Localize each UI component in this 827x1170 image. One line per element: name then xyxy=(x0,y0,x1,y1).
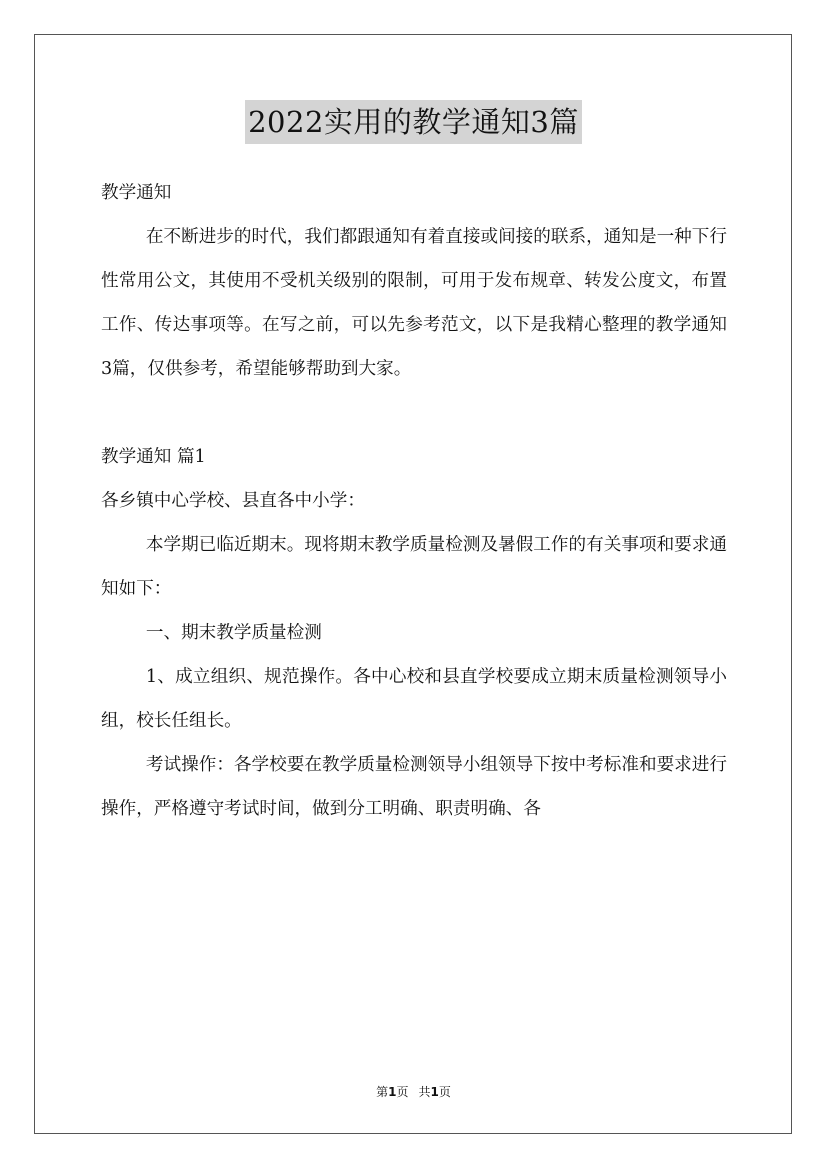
section-heading: 教学通知 xyxy=(101,183,172,203)
intro-paragraph: 在不断进步的时代，我们都跟通知有着直接或间接的联系，通知是一种下行性常用公文，其使用不受机关级别的限制，可用于发布规章、转发公度文，布置工作、传达事项等。在写之前，可以先参考范文，以下是我精心整理的教学通知3篇，仅供参考，希望能够帮助到大家。 xyxy=(101,227,727,379)
page-total: 1 xyxy=(430,1085,439,1099)
page-footer xyxy=(0,1083,827,1100)
page-suffix: 页 xyxy=(396,1085,409,1099)
total-prefix: 共 xyxy=(418,1085,431,1099)
document-title: 2022实用的教学通知3篇 xyxy=(245,100,582,144)
article-heading: 教学通知 篇1 xyxy=(101,447,206,467)
total-suffix: 页 xyxy=(438,1085,451,1099)
subheading: 一、期末教学质量检测 xyxy=(145,623,322,643)
page-current: 1 xyxy=(388,1085,397,1099)
title-container xyxy=(0,100,827,144)
document-body xyxy=(101,171,727,831)
item-paragraph: 1、成立组织、规范操作。各中心校和县直学校要成立期末质量检测领导小组，校长任组长。 xyxy=(101,667,727,731)
page-prefix: 第 xyxy=(376,1085,389,1099)
addressee-line: 各乡镇中心学校、县直各中小学： xyxy=(101,491,365,511)
exam-paragraph: 考试操作：各学校要在教学质量检测领导小组领导下按中考标准和要求进行操作，严格遵守考试时间，做到分工明确、职责明确、各 xyxy=(101,755,727,819)
notice-paragraph: 本学期已临近期末。现将期末教学质量检测及暑假工作的有关事项和要求通知如下： xyxy=(101,535,727,599)
